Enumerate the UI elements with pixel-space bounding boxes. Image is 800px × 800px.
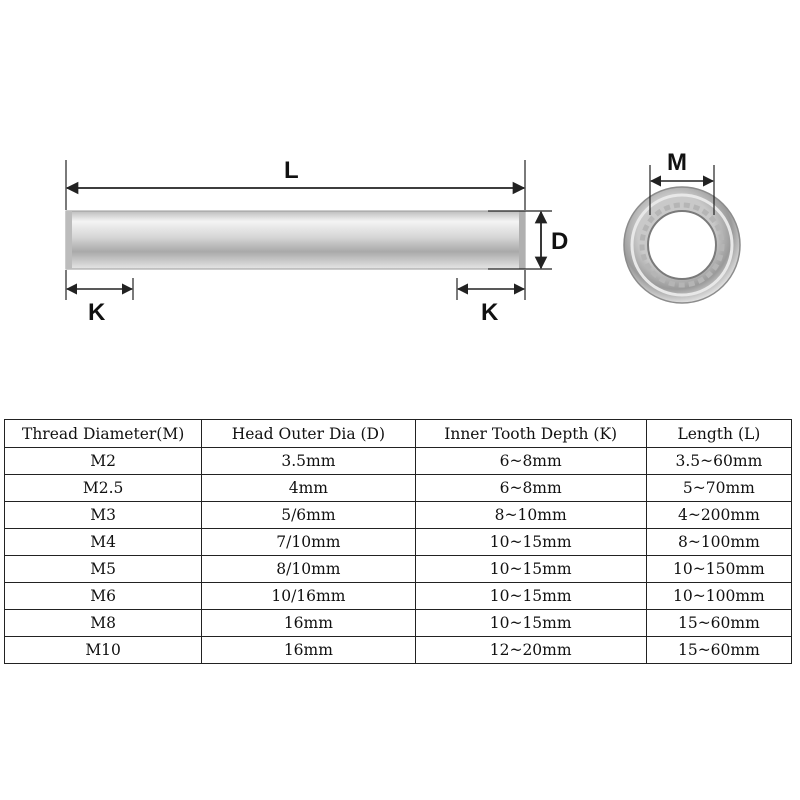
- cell-head-dia: 16mm: [202, 610, 415, 637]
- cell-depth: 6~8mm: [415, 448, 646, 475]
- header-thread-diameter: Thread Diameter(M): [5, 420, 202, 448]
- depth-label-left: K: [88, 299, 106, 326]
- header-inner-tooth-depth: Inner Tooth Depth (K): [415, 420, 646, 448]
- cell-length: 5~70mm: [646, 475, 791, 502]
- cell-length: 4~200mm: [646, 502, 791, 529]
- cell-length: 10~100mm: [646, 583, 791, 610]
- cell-thread: M3: [5, 502, 202, 529]
- table-row: [5, 583, 792, 610]
- cell-head-dia: 10/16mm: [202, 583, 415, 610]
- cell-depth: 12~20mm: [415, 637, 646, 664]
- cell-depth: 10~15mm: [415, 556, 646, 583]
- depth-label-right: K: [481, 299, 499, 326]
- cell-thread: M5: [5, 556, 202, 583]
- cell-length: 3.5~60mm: [646, 448, 791, 475]
- end-view-ring: [624, 187, 740, 303]
- cell-thread: M6: [5, 583, 202, 610]
- table-row: [5, 502, 792, 529]
- cell-length: 8~100mm: [646, 529, 791, 556]
- cell-length: 10~150mm: [646, 556, 791, 583]
- length-label: L: [284, 157, 299, 184]
- cell-length: 15~60mm: [646, 637, 791, 664]
- table-row: [5, 529, 792, 556]
- cell-depth: 8~10mm: [415, 502, 646, 529]
- cell-depth: 10~15mm: [415, 583, 646, 610]
- table-row: [5, 448, 792, 475]
- cell-head-dia: 8/10mm: [202, 556, 415, 583]
- cell-depth: 6~8mm: [415, 475, 646, 502]
- cell-thread: M10: [5, 637, 202, 664]
- header-length: Length (L): [646, 420, 791, 448]
- cell-depth: 10~15mm: [415, 610, 646, 637]
- table-header-row: [5, 420, 792, 448]
- spec-table: [4, 419, 792, 664]
- depth-dimension-left: [66, 270, 133, 300]
- thread-label: M: [667, 149, 687, 176]
- cell-head-dia: 4mm: [202, 475, 415, 502]
- table-row: [5, 610, 792, 637]
- diameter-label: D: [551, 228, 569, 255]
- cell-thread: M2.5: [5, 475, 202, 502]
- table-row: [5, 637, 792, 664]
- tube-body: [66, 211, 525, 269]
- cell-thread: M4: [5, 529, 202, 556]
- table-row: [5, 556, 792, 583]
- cell-head-dia: 3.5mm: [202, 448, 415, 475]
- cell-thread: M2: [5, 448, 202, 475]
- cell-thread: M8: [5, 610, 202, 637]
- cell-head-dia: 16mm: [202, 637, 415, 664]
- cell-length: 15~60mm: [646, 610, 791, 637]
- cell-head-dia: 5/6mm: [202, 502, 415, 529]
- header-head-outer-dia: Head Outer Dia (D): [202, 420, 415, 448]
- table-row: [5, 475, 792, 502]
- depth-dimension-right: [457, 270, 525, 300]
- cell-depth: 10~15mm: [415, 529, 646, 556]
- cell-head-dia: 7/10mm: [202, 529, 415, 556]
